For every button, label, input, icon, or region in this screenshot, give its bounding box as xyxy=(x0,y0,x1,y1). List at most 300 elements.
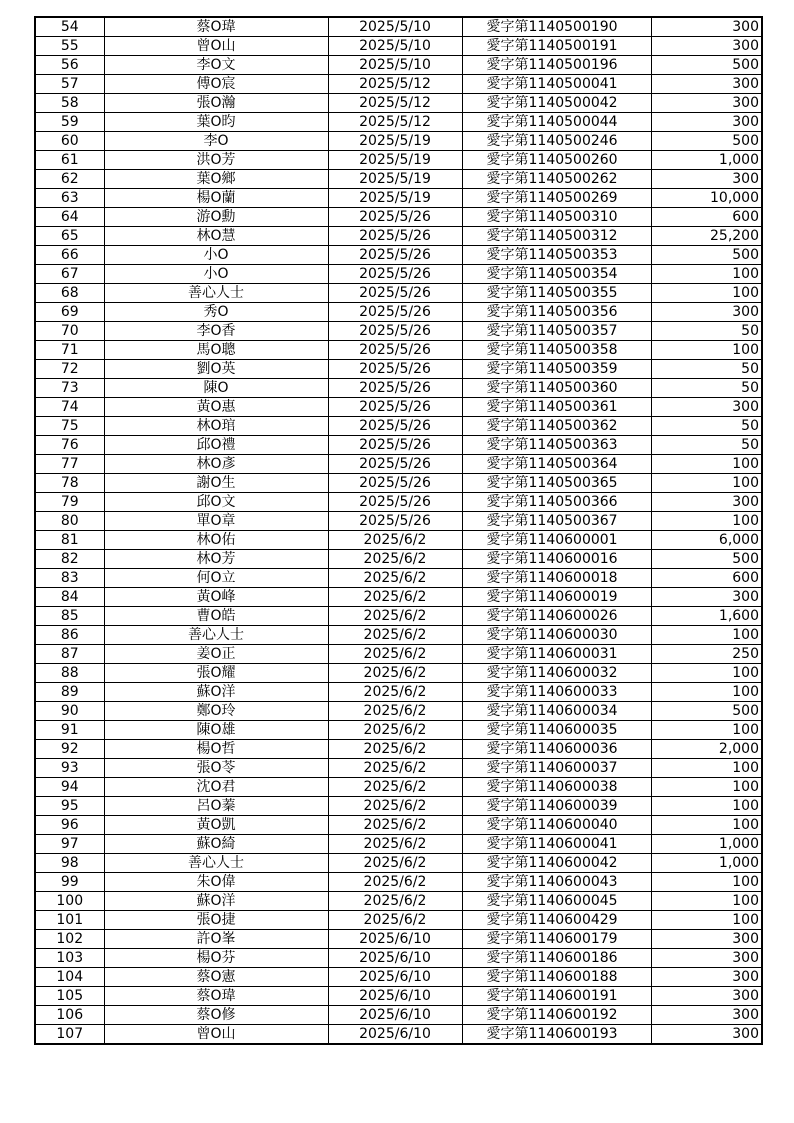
donor-name: 呂O蓁 xyxy=(104,797,328,816)
donor-name: 善心人士 xyxy=(104,284,328,303)
row-number: 107 xyxy=(35,1025,104,1045)
donor-name: 陳O雄 xyxy=(104,721,328,740)
donation-date: 2025/5/26 xyxy=(328,341,462,360)
donation-date: 2025/5/12 xyxy=(328,113,462,132)
table-row xyxy=(35,17,762,37)
row-number: 91 xyxy=(35,721,104,740)
table-row xyxy=(35,740,762,759)
receipt-number: 愛字第1140500360 xyxy=(462,379,651,398)
row-number: 59 xyxy=(35,113,104,132)
table-row xyxy=(35,569,762,588)
donor-name: 謝O生 xyxy=(104,474,328,493)
row-number: 81 xyxy=(35,531,104,550)
row-number: 99 xyxy=(35,873,104,892)
donation-amount: 100 xyxy=(651,759,762,778)
donation-date: 2025/5/26 xyxy=(328,417,462,436)
row-number: 96 xyxy=(35,816,104,835)
receipt-number: 愛字第1140500246 xyxy=(462,132,651,151)
table-row xyxy=(35,721,762,740)
donation-date: 2025/5/26 xyxy=(328,303,462,322)
donation-amount: 500 xyxy=(651,132,762,151)
donor-name: 蔡O瑋 xyxy=(104,17,328,37)
donor-name: 林O慧 xyxy=(104,227,328,246)
row-number: 71 xyxy=(35,341,104,360)
donation-date: 2025/5/19 xyxy=(328,189,462,208)
donation-table xyxy=(34,16,763,1045)
donation-date: 2025/5/26 xyxy=(328,493,462,512)
table-row xyxy=(35,968,762,987)
donation-date: 2025/5/26 xyxy=(328,208,462,227)
donation-amount: 300 xyxy=(651,17,762,37)
table-row xyxy=(35,930,762,949)
donor-name: 葉O昀 xyxy=(104,113,328,132)
donation-date: 2025/6/2 xyxy=(328,683,462,702)
row-number: 87 xyxy=(35,645,104,664)
receipt-number: 愛字第1140500358 xyxy=(462,341,651,360)
table-row xyxy=(35,1025,762,1045)
donation-date: 2025/6/10 xyxy=(328,1025,462,1045)
receipt-number: 愛字第1140600192 xyxy=(462,1006,651,1025)
donor-name: 沈O君 xyxy=(104,778,328,797)
donation-amount: 100 xyxy=(651,284,762,303)
row-number: 55 xyxy=(35,37,104,56)
donation-amount: 600 xyxy=(651,569,762,588)
table-row xyxy=(35,341,762,360)
table-row xyxy=(35,949,762,968)
donation-date: 2025/6/2 xyxy=(328,835,462,854)
donation-date: 2025/5/19 xyxy=(328,170,462,189)
donation-date: 2025/5/10 xyxy=(328,56,462,75)
donor-name: 曾O山 xyxy=(104,1025,328,1045)
row-number: 97 xyxy=(35,835,104,854)
donation-date: 2025/5/12 xyxy=(328,94,462,113)
donor-name: 蘇O洋 xyxy=(104,683,328,702)
receipt-number: 愛字第1140600429 xyxy=(462,911,651,930)
table-row xyxy=(35,911,762,930)
donor-name: 林O彥 xyxy=(104,455,328,474)
donor-name: 楊O哲 xyxy=(104,740,328,759)
donation-list-sheet xyxy=(34,16,761,1045)
row-number: 79 xyxy=(35,493,104,512)
donation-date: 2025/5/26 xyxy=(328,227,462,246)
donation-date: 2025/5/26 xyxy=(328,265,462,284)
donation-amount: 500 xyxy=(651,246,762,265)
receipt-number: 愛字第1140600026 xyxy=(462,607,651,626)
donation-amount: 300 xyxy=(651,113,762,132)
donor-name: 秀O xyxy=(104,303,328,322)
table-row xyxy=(35,607,762,626)
donor-name: 蔡O修 xyxy=(104,1006,328,1025)
donation-amount: 100 xyxy=(651,341,762,360)
receipt-number: 愛字第1140600034 xyxy=(462,702,651,721)
donation-date: 2025/5/26 xyxy=(328,246,462,265)
row-number: 106 xyxy=(35,1006,104,1025)
donation-date: 2025/5/26 xyxy=(328,455,462,474)
receipt-number: 愛字第1140600040 xyxy=(462,816,651,835)
donor-name: 林O芳 xyxy=(104,550,328,569)
donation-amount: 500 xyxy=(651,56,762,75)
table-row xyxy=(35,94,762,113)
row-number: 62 xyxy=(35,170,104,189)
row-number: 82 xyxy=(35,550,104,569)
donation-amount: 100 xyxy=(651,265,762,284)
donor-name: 張O瀚 xyxy=(104,94,328,113)
row-number: 86 xyxy=(35,626,104,645)
donation-date: 2025/6/2 xyxy=(328,873,462,892)
donor-name: 善心人士 xyxy=(104,854,328,873)
donation-date: 2025/6/2 xyxy=(328,569,462,588)
receipt-number: 愛字第1140600179 xyxy=(462,930,651,949)
receipt-number: 愛字第1140600043 xyxy=(462,873,651,892)
donation-date: 2025/6/10 xyxy=(328,987,462,1006)
donor-name: 李O xyxy=(104,132,328,151)
receipt-number: 愛字第1140500364 xyxy=(462,455,651,474)
table-row xyxy=(35,398,762,417)
donor-name: 蔡O憲 xyxy=(104,968,328,987)
table-row xyxy=(35,227,762,246)
row-number: 57 xyxy=(35,75,104,94)
row-number: 83 xyxy=(35,569,104,588)
donor-name: 小O xyxy=(104,265,328,284)
row-number: 100 xyxy=(35,892,104,911)
donation-date: 2025/6/2 xyxy=(328,911,462,930)
donation-date: 2025/5/19 xyxy=(328,132,462,151)
donation-amount: 300 xyxy=(651,170,762,189)
receipt-number: 愛字第1140500357 xyxy=(462,322,651,341)
donor-name: 葉O鄉 xyxy=(104,170,328,189)
donation-date: 2025/6/2 xyxy=(328,531,462,550)
receipt-number: 愛字第1140600019 xyxy=(462,588,651,607)
receipt-number: 愛字第1140500367 xyxy=(462,512,651,531)
row-number: 93 xyxy=(35,759,104,778)
donation-date: 2025/5/26 xyxy=(328,474,462,493)
donation-date: 2025/6/2 xyxy=(328,740,462,759)
table-row xyxy=(35,550,762,569)
row-number: 56 xyxy=(35,56,104,75)
receipt-number: 愛字第1140600188 xyxy=(462,968,651,987)
table-row xyxy=(35,1006,762,1025)
row-number: 69 xyxy=(35,303,104,322)
table-row xyxy=(35,284,762,303)
row-number: 85 xyxy=(35,607,104,626)
table-row xyxy=(35,436,762,455)
table-row xyxy=(35,816,762,835)
receipt-number: 愛字第1140500041 xyxy=(462,75,651,94)
receipt-number: 愛字第1140600033 xyxy=(462,683,651,702)
row-number: 66 xyxy=(35,246,104,265)
table-row xyxy=(35,189,762,208)
donation-amount: 100 xyxy=(651,683,762,702)
donation-date: 2025/5/19 xyxy=(328,151,462,170)
donor-name: 馬O聰 xyxy=(104,341,328,360)
row-number: 67 xyxy=(35,265,104,284)
receipt-number: 愛字第1140600193 xyxy=(462,1025,651,1045)
receipt-number: 愛字第1140600037 xyxy=(462,759,651,778)
table-row xyxy=(35,854,762,873)
donation-amount: 50 xyxy=(651,379,762,398)
donation-amount: 100 xyxy=(651,512,762,531)
donation-amount: 25,200 xyxy=(651,227,762,246)
donation-amount: 600 xyxy=(651,208,762,227)
donor-name: 許O峯 xyxy=(104,930,328,949)
donation-amount: 300 xyxy=(651,968,762,987)
row-number: 60 xyxy=(35,132,104,151)
donation-date: 2025/5/26 xyxy=(328,436,462,455)
receipt-number: 愛字第1140500042 xyxy=(462,94,651,113)
row-number: 84 xyxy=(35,588,104,607)
donation-date: 2025/5/26 xyxy=(328,398,462,417)
row-number: 72 xyxy=(35,360,104,379)
receipt-number: 愛字第1140600038 xyxy=(462,778,651,797)
donation-amount: 1,000 xyxy=(651,854,762,873)
donor-name: 洪O芳 xyxy=(104,151,328,170)
donation-amount: 100 xyxy=(651,474,762,493)
receipt-number: 愛字第1140600031 xyxy=(462,645,651,664)
table-row xyxy=(35,493,762,512)
donation-amount: 300 xyxy=(651,94,762,113)
donation-amount: 100 xyxy=(651,778,762,797)
donor-name: 張O苓 xyxy=(104,759,328,778)
table-row xyxy=(35,531,762,550)
donation-amount: 300 xyxy=(651,949,762,968)
table-row xyxy=(35,512,762,531)
donor-name: 邱O禮 xyxy=(104,436,328,455)
table-row xyxy=(35,626,762,645)
donation-amount: 50 xyxy=(651,322,762,341)
donation-amount: 300 xyxy=(651,37,762,56)
donation-amount: 100 xyxy=(651,455,762,474)
donor-name: 朱O偉 xyxy=(104,873,328,892)
receipt-number: 愛字第1140600041 xyxy=(462,835,651,854)
table-row xyxy=(35,170,762,189)
table-row xyxy=(35,132,762,151)
row-number: 88 xyxy=(35,664,104,683)
donation-date: 2025/5/26 xyxy=(328,379,462,398)
receipt-number: 愛字第1140500191 xyxy=(462,37,651,56)
table-row xyxy=(35,759,762,778)
row-number: 78 xyxy=(35,474,104,493)
donation-amount: 100 xyxy=(651,626,762,645)
row-number: 80 xyxy=(35,512,104,531)
table-row xyxy=(35,360,762,379)
donation-amount: 250 xyxy=(651,645,762,664)
donation-amount: 100 xyxy=(651,721,762,740)
table-row xyxy=(35,664,762,683)
donation-amount: 1,000 xyxy=(651,835,762,854)
donation-table-body xyxy=(35,17,762,1044)
donation-date: 2025/6/10 xyxy=(328,968,462,987)
table-row xyxy=(35,455,762,474)
donation-amount: 1,000 xyxy=(651,151,762,170)
donor-name: 林O琯 xyxy=(104,417,328,436)
table-row xyxy=(35,322,762,341)
donation-amount: 300 xyxy=(651,493,762,512)
donor-name: 張O耀 xyxy=(104,664,328,683)
donation-date: 2025/6/2 xyxy=(328,759,462,778)
donation-amount: 300 xyxy=(651,588,762,607)
donor-name: 張O捷 xyxy=(104,911,328,930)
receipt-number: 愛字第1140500355 xyxy=(462,284,651,303)
donation-amount: 2,000 xyxy=(651,740,762,759)
donor-name: 李O文 xyxy=(104,56,328,75)
row-number: 94 xyxy=(35,778,104,797)
donation-amount: 300 xyxy=(651,303,762,322)
donation-amount: 100 xyxy=(651,873,762,892)
donation-date: 2025/6/10 xyxy=(328,1006,462,1025)
receipt-number: 愛字第1140600042 xyxy=(462,854,651,873)
row-number: 104 xyxy=(35,968,104,987)
receipt-number: 愛字第1140600035 xyxy=(462,721,651,740)
row-number: 75 xyxy=(35,417,104,436)
table-row xyxy=(35,797,762,816)
receipt-number: 愛字第1140600018 xyxy=(462,569,651,588)
donor-name: 蔡O瑋 xyxy=(104,987,328,1006)
donation-amount: 100 xyxy=(651,911,762,930)
donation-amount: 300 xyxy=(651,75,762,94)
table-row xyxy=(35,75,762,94)
donor-name: 李O香 xyxy=(104,322,328,341)
row-number: 95 xyxy=(35,797,104,816)
receipt-number: 愛字第1140500269 xyxy=(462,189,651,208)
row-number: 92 xyxy=(35,740,104,759)
receipt-number: 愛字第1140500354 xyxy=(462,265,651,284)
donation-amount: 50 xyxy=(651,417,762,436)
row-number: 105 xyxy=(35,987,104,1006)
donor-name: 曾O山 xyxy=(104,37,328,56)
receipt-number: 愛字第1140500312 xyxy=(462,227,651,246)
donation-amount: 6,000 xyxy=(651,531,762,550)
table-row xyxy=(35,417,762,436)
table-row xyxy=(35,303,762,322)
donation-date: 2025/5/10 xyxy=(328,37,462,56)
receipt-number: 愛字第1140500356 xyxy=(462,303,651,322)
donation-amount: 50 xyxy=(651,360,762,379)
row-number: 102 xyxy=(35,930,104,949)
donation-date: 2025/5/26 xyxy=(328,322,462,341)
row-number: 58 xyxy=(35,94,104,113)
receipt-number: 愛字第1140500044 xyxy=(462,113,651,132)
donor-name: 黃O凱 xyxy=(104,816,328,835)
receipt-number: 愛字第1140600039 xyxy=(462,797,651,816)
donation-amount: 300 xyxy=(651,930,762,949)
donation-date: 2025/6/10 xyxy=(328,930,462,949)
donation-amount: 300 xyxy=(651,987,762,1006)
donation-date: 2025/6/2 xyxy=(328,797,462,816)
table-row xyxy=(35,987,762,1006)
receipt-number: 愛字第1140500262 xyxy=(462,170,651,189)
table-row xyxy=(35,474,762,493)
donation-amount: 500 xyxy=(651,702,762,721)
row-number: 64 xyxy=(35,208,104,227)
donation-date: 2025/6/2 xyxy=(328,588,462,607)
donation-date: 2025/5/10 xyxy=(328,17,462,37)
receipt-number: 愛字第1140600001 xyxy=(462,531,651,550)
table-row xyxy=(35,379,762,398)
row-number: 90 xyxy=(35,702,104,721)
receipt-number: 愛字第1140600016 xyxy=(462,550,651,569)
donor-name: 曹O皓 xyxy=(104,607,328,626)
table-row xyxy=(35,702,762,721)
donor-name: 單O章 xyxy=(104,512,328,531)
row-number: 73 xyxy=(35,379,104,398)
donation-amount: 100 xyxy=(651,797,762,816)
table-row xyxy=(35,37,762,56)
donor-name: 黃O峰 xyxy=(104,588,328,607)
receipt-number: 愛字第1140500260 xyxy=(462,151,651,170)
table-row xyxy=(35,113,762,132)
receipt-number: 愛字第1140600030 xyxy=(462,626,651,645)
table-row xyxy=(35,208,762,227)
donation-amount: 100 xyxy=(651,892,762,911)
donor-name: 鄭O玲 xyxy=(104,702,328,721)
donation-amount: 500 xyxy=(651,550,762,569)
receipt-number: 愛字第1140500353 xyxy=(462,246,651,265)
donation-date: 2025/6/2 xyxy=(328,854,462,873)
donation-date: 2025/5/26 xyxy=(328,512,462,531)
row-number: 54 xyxy=(35,17,104,37)
row-number: 70 xyxy=(35,322,104,341)
row-number: 98 xyxy=(35,854,104,873)
table-row xyxy=(35,683,762,702)
table-row xyxy=(35,778,762,797)
donor-name: 何O立 xyxy=(104,569,328,588)
donation-date: 2025/6/2 xyxy=(328,607,462,626)
donation-amount: 100 xyxy=(651,816,762,835)
donation-date: 2025/6/2 xyxy=(328,892,462,911)
donation-date: 2025/6/2 xyxy=(328,550,462,569)
receipt-number: 愛字第1140500196 xyxy=(462,56,651,75)
receipt-number: 愛字第1140500190 xyxy=(462,17,651,37)
donation-date: 2025/6/2 xyxy=(328,664,462,683)
donation-date: 2025/6/10 xyxy=(328,949,462,968)
receipt-number: 愛字第1140500365 xyxy=(462,474,651,493)
donor-name: 楊O芬 xyxy=(104,949,328,968)
row-number: 61 xyxy=(35,151,104,170)
table-row xyxy=(35,265,762,284)
donor-name: 蘇O綺 xyxy=(104,835,328,854)
donation-amount: 1,600 xyxy=(651,607,762,626)
donor-name: 劉O英 xyxy=(104,360,328,379)
donor-name: 林O佑 xyxy=(104,531,328,550)
table-row xyxy=(35,151,762,170)
receipt-number: 愛字第1140500366 xyxy=(462,493,651,512)
receipt-number: 愛字第1140500363 xyxy=(462,436,651,455)
donation-date: 2025/6/2 xyxy=(328,702,462,721)
receipt-number: 愛字第1140600032 xyxy=(462,664,651,683)
row-number: 77 xyxy=(35,455,104,474)
donor-name: 善心人士 xyxy=(104,626,328,645)
table-row xyxy=(35,56,762,75)
table-row xyxy=(35,645,762,664)
row-number: 89 xyxy=(35,683,104,702)
row-number: 103 xyxy=(35,949,104,968)
receipt-number: 愛字第1140500310 xyxy=(462,208,651,227)
donation-amount: 300 xyxy=(651,1006,762,1025)
donor-name: 楊O蘭 xyxy=(104,189,328,208)
donation-date: 2025/5/26 xyxy=(328,284,462,303)
row-number: 74 xyxy=(35,398,104,417)
receipt-number: 愛字第1140600186 xyxy=(462,949,651,968)
receipt-number: 愛字第1140600036 xyxy=(462,740,651,759)
table-row xyxy=(35,873,762,892)
donation-date: 2025/6/2 xyxy=(328,626,462,645)
donation-amount: 100 xyxy=(651,664,762,683)
donor-name: 小O xyxy=(104,246,328,265)
donation-amount: 50 xyxy=(651,436,762,455)
table-row xyxy=(35,892,762,911)
donation-amount: 10,000 xyxy=(651,189,762,208)
receipt-number: 愛字第1140500361 xyxy=(462,398,651,417)
